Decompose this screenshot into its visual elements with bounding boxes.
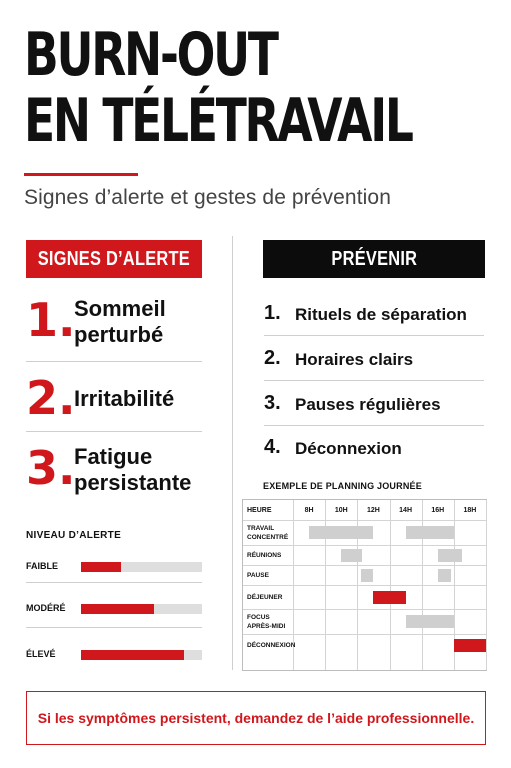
footer-text: Si les symptômes persistent, demandez de l’aide professionnelle. xyxy=(37,710,475,726)
title-line-1: BURN-OUT xyxy=(24,20,277,90)
title-line-2: EN TÉLÉTRAVAIL xyxy=(24,86,412,156)
prevent-section-header xyxy=(263,240,485,278)
planning-block-red xyxy=(454,639,486,652)
title-accent-rule xyxy=(24,173,138,176)
planning-column-line xyxy=(486,500,487,670)
alert-level-track xyxy=(81,650,202,660)
planning-row-line xyxy=(243,585,486,586)
divider xyxy=(26,361,202,362)
planning-hour-label: 14H xyxy=(399,506,412,514)
planning-block-gray xyxy=(438,569,451,582)
planning-row-line xyxy=(243,520,486,521)
divider xyxy=(264,425,484,426)
planning-hour-label: 16H xyxy=(431,506,445,514)
planning-hour-label: 8H xyxy=(304,506,314,514)
alert-item-number: 1. xyxy=(26,293,76,347)
planning-row-line xyxy=(243,565,486,566)
planning-block-red xyxy=(373,591,405,604)
alert-level-label: ÉLEVÉ xyxy=(26,649,56,659)
planning-block-gray xyxy=(341,549,362,562)
prevent-item-label: Horaires clairs xyxy=(295,350,414,369)
prevent-item xyxy=(264,294,484,334)
planning-row-label: DÉCONNEXION xyxy=(247,641,296,649)
prevent-item xyxy=(264,339,484,379)
planning-hour-label: 18H xyxy=(463,506,477,514)
alert-item xyxy=(26,442,204,514)
alert-item xyxy=(26,372,204,444)
prevent-section-header-label: PRÉVENIR xyxy=(331,247,417,270)
divider xyxy=(26,627,202,628)
planning-hour-label: 10H xyxy=(334,506,348,514)
planning-row-line xyxy=(243,609,486,610)
planning-row-label: RÉUNIONS xyxy=(247,551,282,559)
prevent-item-label: Pauses régulières xyxy=(295,395,441,414)
divider xyxy=(264,335,484,336)
alert-item-number: 3. xyxy=(26,441,76,495)
alert-level-row xyxy=(26,548,202,592)
planning-row-line xyxy=(243,545,486,546)
alert-level-label: FAIBLE xyxy=(26,561,59,571)
planning-block-gray xyxy=(406,526,454,539)
planning-block-gray xyxy=(309,526,373,539)
planning-hour-header: HEURE xyxy=(247,506,272,514)
prevent-item-number: 4. xyxy=(264,436,281,458)
prevent-item xyxy=(264,384,484,424)
prevent-item-label: Déconnexion xyxy=(295,439,402,458)
alert-level-row xyxy=(26,636,202,680)
planning-block-gray xyxy=(406,615,454,628)
alert-item-label: Irritabilité xyxy=(74,386,175,411)
alert-item xyxy=(26,294,204,366)
planning-row-label: FOCUS APRÈS-MIDI xyxy=(247,613,286,630)
alert-level-track xyxy=(81,604,202,614)
planning-hour-label: 12H xyxy=(366,506,380,514)
prevent-item-label: Rituels de séparation xyxy=(295,305,467,324)
planning-title: EXEMPLE DE PLANNING JOURNÉE xyxy=(263,481,422,491)
alert-item-label: Fatigue persistante xyxy=(74,444,192,495)
prevent-item-number: 1. xyxy=(264,302,281,324)
alert-item-label: Sommeil perturbé xyxy=(74,296,166,347)
planning-row-line xyxy=(243,634,486,635)
alert-level-fill xyxy=(81,604,154,614)
page-title xyxy=(24,20,412,156)
alert-level-fill xyxy=(81,562,121,572)
prevent-item xyxy=(264,428,484,468)
alert-level-title: NIVEAU D’ALERTE xyxy=(26,530,122,541)
divider xyxy=(26,582,202,583)
planning-grid xyxy=(242,499,487,671)
planning-block-gray xyxy=(361,569,374,582)
alert-level-track xyxy=(81,562,202,572)
planning-block-gray xyxy=(438,549,462,562)
alert-section-header-label: SIGNES D’ALERTE xyxy=(37,247,191,270)
alert-item-number: 2. xyxy=(26,371,76,425)
alert-level-label: MODÉRÉ xyxy=(26,603,66,613)
page-subtitle: Signes d’alerte et gestes de prévention xyxy=(24,186,391,209)
alert-level-fill xyxy=(81,650,184,660)
footer-callout xyxy=(26,691,486,745)
prevent-item-number: 3. xyxy=(264,392,281,414)
alert-section-header xyxy=(26,240,202,278)
planning-row-label: PAUSE xyxy=(247,571,269,579)
planning-row-label: DÉJEUNER xyxy=(247,593,283,601)
planning-row-label: TRAVAIL CONCENTRÉ xyxy=(247,524,289,541)
column-divider xyxy=(232,236,233,670)
divider xyxy=(264,380,484,381)
divider xyxy=(26,431,202,432)
prevent-item-number: 2. xyxy=(264,347,281,369)
